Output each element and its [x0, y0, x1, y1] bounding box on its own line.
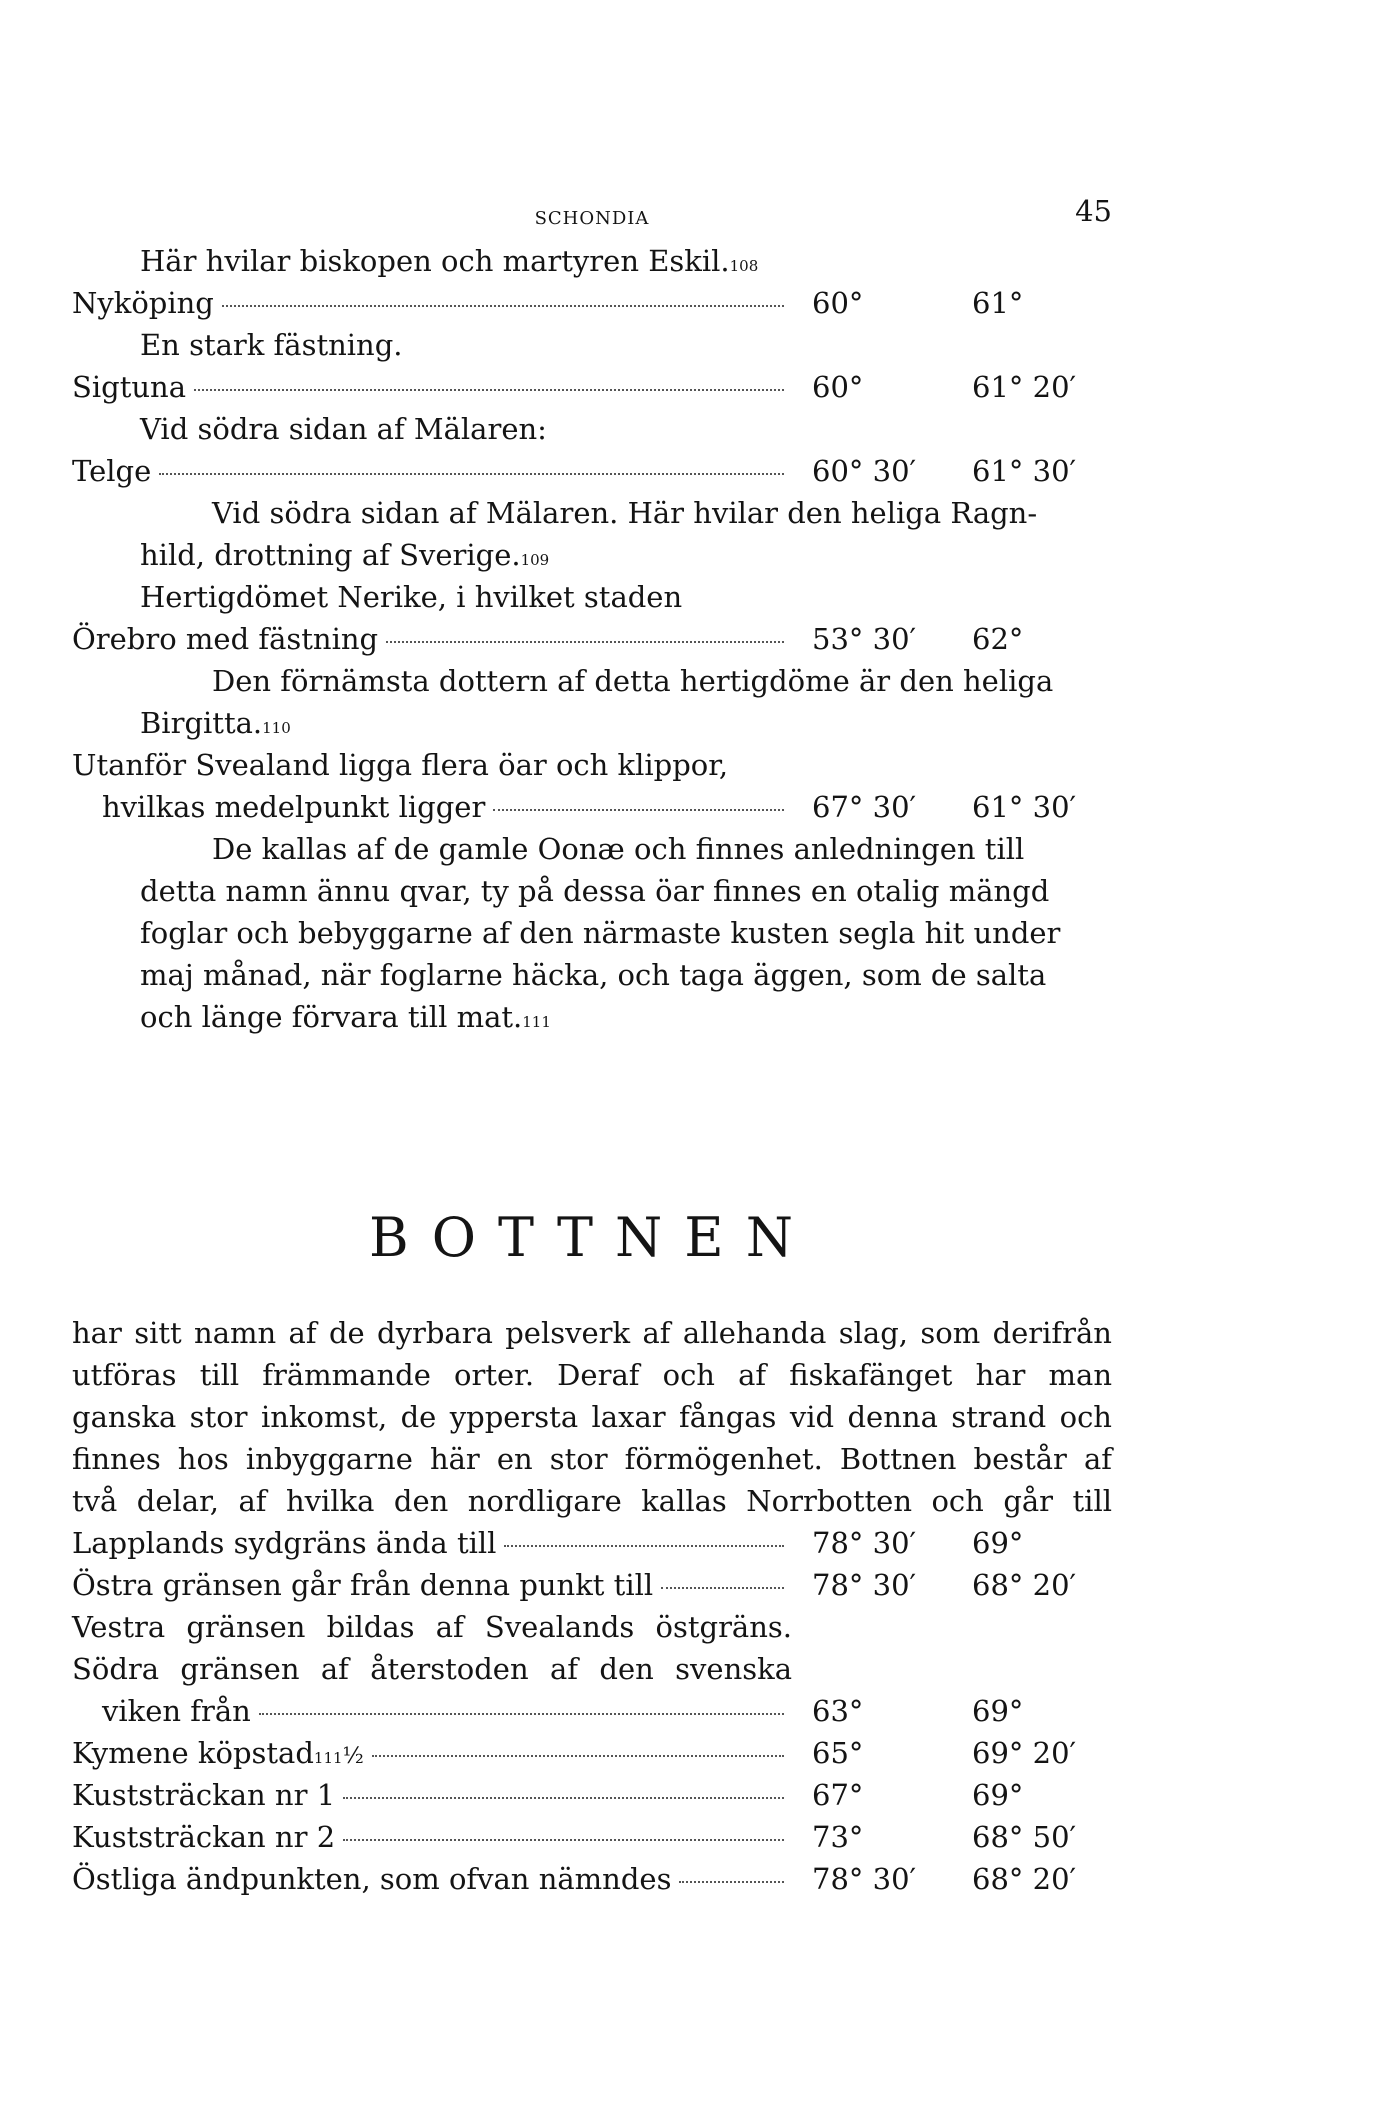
- longitude-value: 68° 20′: [972, 1568, 1077, 1602]
- latitude-value: 53° 30′: [812, 622, 917, 656]
- line-text: Vid södra sidan af Mälaren. Här hvilar den heliga Ragn-: [212, 496, 1038, 530]
- paragraph-line: har sitt namn af de dyrbara pelsverk af allehanda slag, som derifrån: [72, 1316, 1112, 1350]
- line-text: maj månad, när foglarne häcka, och taga äggen, som de salta: [140, 958, 1047, 992]
- paragraph-line: två delar, af hvilka den nordligare kallas Norrbotten och går till: [72, 1484, 1112, 1518]
- dot-leader: [386, 641, 784, 643]
- coordinate-row: [72, 618, 1112, 660]
- text-line: [72, 576, 1112, 618]
- text-line: och länge förvara till mat. 111: [72, 996, 1112, 1038]
- place-name: hvilkas medelpunkt ligger: [102, 790, 486, 824]
- text-line: [72, 324, 1112, 366]
- latitude-value: 67° 30′: [812, 790, 917, 824]
- line-text: Birgitta.: [140, 706, 263, 740]
- dot-leader: [259, 1713, 784, 1715]
- text-line: [72, 660, 1112, 702]
- line-text: Vestra gränsen bildas af Svealands östgräns.: [72, 1610, 792, 1644]
- text-line: [72, 954, 1112, 996]
- longitude-value: 62°: [972, 622, 1024, 656]
- longitude-value: 68° 50′: [972, 1820, 1077, 1854]
- place-name: Örebro med fästning: [72, 622, 379, 656]
- dot-leader: [679, 1881, 784, 1883]
- document-page: [72, 190, 1112, 1900]
- dot-leader: [504, 1545, 784, 1547]
- coordinate-row: [72, 450, 1112, 492]
- latitude-value: 78° 30′: [812, 1526, 917, 1560]
- line-text: detta namn ännu qvar, ty på dessa öar finnes en otalig mängd: [140, 874, 1050, 908]
- line-text: foglar och bebyggarne af den närmaste kusten segla hit under: [140, 916, 1061, 950]
- dot-leader: [372, 1755, 784, 1757]
- longitude-value: 61° 30′: [972, 790, 1077, 824]
- longitude-value: 61° 30′: [972, 454, 1077, 488]
- line-text: Utanför Svealand ligga flera öar och klippor,: [72, 748, 729, 782]
- line-text: och länge förvara till mat.: [140, 1000, 523, 1034]
- longitude-value: 69°: [972, 1694, 1024, 1728]
- dot-leader: [343, 1797, 784, 1799]
- line-text: hild, drottning af Sverige.: [140, 538, 521, 572]
- place-name: Sigtuna: [72, 370, 187, 404]
- coordinate-row: [72, 1774, 1112, 1816]
- dot-leader: [222, 305, 784, 307]
- latitude-value: 63°: [812, 1694, 864, 1728]
- dot-leader: [493, 809, 784, 811]
- page-number: 45: [1075, 194, 1112, 228]
- longitude-value: 61° 20′: [972, 370, 1077, 404]
- longitude-value: 69° 20′: [972, 1736, 1077, 1770]
- dot-leader: [159, 473, 784, 475]
- place-name: Kuststräckan nr 1: [72, 1778, 336, 1812]
- paragraph-line: utföras till främmande orter. Deraf och af fiskafänget har man: [72, 1358, 1112, 1392]
- line-text: Den förnämsta dottern af detta hertigdöme är den heliga: [212, 664, 1054, 698]
- section-title: BOTTNEN: [369, 1206, 815, 1269]
- coordinate-row: [72, 1858, 1112, 1900]
- coordinate-row: [72, 1522, 1112, 1564]
- running-title: SCHONDIA: [534, 208, 650, 229]
- place-name: Nyköping: [72, 286, 214, 320]
- place-name: Telge: [72, 454, 152, 488]
- line-text: Hertigdömet Nerike, i hvilket staden: [140, 580, 683, 614]
- place-name: viken från: [102, 1694, 251, 1728]
- coordinate-row: [72, 282, 1112, 324]
- longitude-value: 69°: [972, 1778, 1024, 1812]
- place-name: Östliga ändpunkten, som ofvan nämndes: [72, 1862, 672, 1896]
- text-line: [72, 744, 1112, 786]
- longitude-value: 69°: [972, 1526, 1024, 1560]
- text-line: [72, 828, 1112, 870]
- latitude-value: 60°: [812, 286, 864, 320]
- coordinate-row: Kymene köpstad 111 ½ 65° 69° 20′: [72, 1732, 1112, 1774]
- longitude-value: 61°: [972, 286, 1024, 320]
- text-line: Här hvilar biskopen och martyren Eskil. 108: [72, 240, 1112, 282]
- section-paragraph: [72, 1312, 1112, 1522]
- dot-leader: [194, 389, 784, 391]
- dot-leader: [343, 1839, 784, 1841]
- coordinate-row: [72, 1816, 1112, 1858]
- entries-bottnen: [72, 1522, 1112, 1900]
- longitude-value: 68° 20′: [972, 1862, 1077, 1896]
- coordinate-row: [72, 366, 1112, 408]
- latitude-value: 73°: [812, 1820, 864, 1854]
- text-line: [72, 870, 1112, 912]
- place-name: Kuststräckan nr 2: [72, 1820, 336, 1854]
- text-line: [72, 912, 1112, 954]
- line-text: Södra gränsen af återstoden af den svenska: [72, 1652, 792, 1686]
- coordinate-row: [72, 1564, 1112, 1606]
- latitude-value: 60° 30′: [812, 454, 917, 488]
- line-text: En stark fästning.: [140, 328, 403, 362]
- paragraph-line: finnes hos inbyggarne här en stor förmögenhet. Bottnen består af: [72, 1442, 1112, 1476]
- line-text: Här hvilar biskopen och martyren Eskil.: [140, 244, 730, 278]
- place-name: Kymene köpstad: [72, 1736, 314, 1770]
- line-text: De kallas af de gamle Oonæ och finnes anledningen till: [212, 832, 1025, 866]
- text-line: [72, 408, 1112, 450]
- latitude-value: 65°: [812, 1736, 864, 1770]
- place-name: Lapplands sydgräns ända till: [72, 1526, 497, 1560]
- page-header: [72, 190, 1112, 232]
- dot-leader: [661, 1587, 784, 1589]
- coordinate-row: [72, 786, 1112, 828]
- line-text: Vid södra sidan af Mälaren:: [140, 412, 547, 446]
- footnote-fraction: ½: [342, 1744, 364, 1769]
- text-line: Birgitta. 110: [72, 702, 1112, 744]
- coordinate-row: [72, 1690, 1112, 1732]
- paragraph-line: ganska stor inkomst, de yppersta laxar fångas vid denna strand och: [72, 1400, 1112, 1434]
- latitude-value: 67°: [812, 1778, 864, 1812]
- place-name: Östra gränsen går från denna punkt till: [72, 1568, 654, 1602]
- text-line: [72, 1648, 792, 1690]
- latitude-value: 60°: [812, 370, 864, 404]
- text-line: hild, drottning af Sverige. 109: [72, 534, 1112, 576]
- text-line: [72, 1606, 792, 1648]
- text-line: [72, 492, 1112, 534]
- entries-svealand: [72, 240, 1112, 1038]
- latitude-value: 78° 30′: [812, 1862, 917, 1896]
- latitude-value: 78° 30′: [812, 1568, 917, 1602]
